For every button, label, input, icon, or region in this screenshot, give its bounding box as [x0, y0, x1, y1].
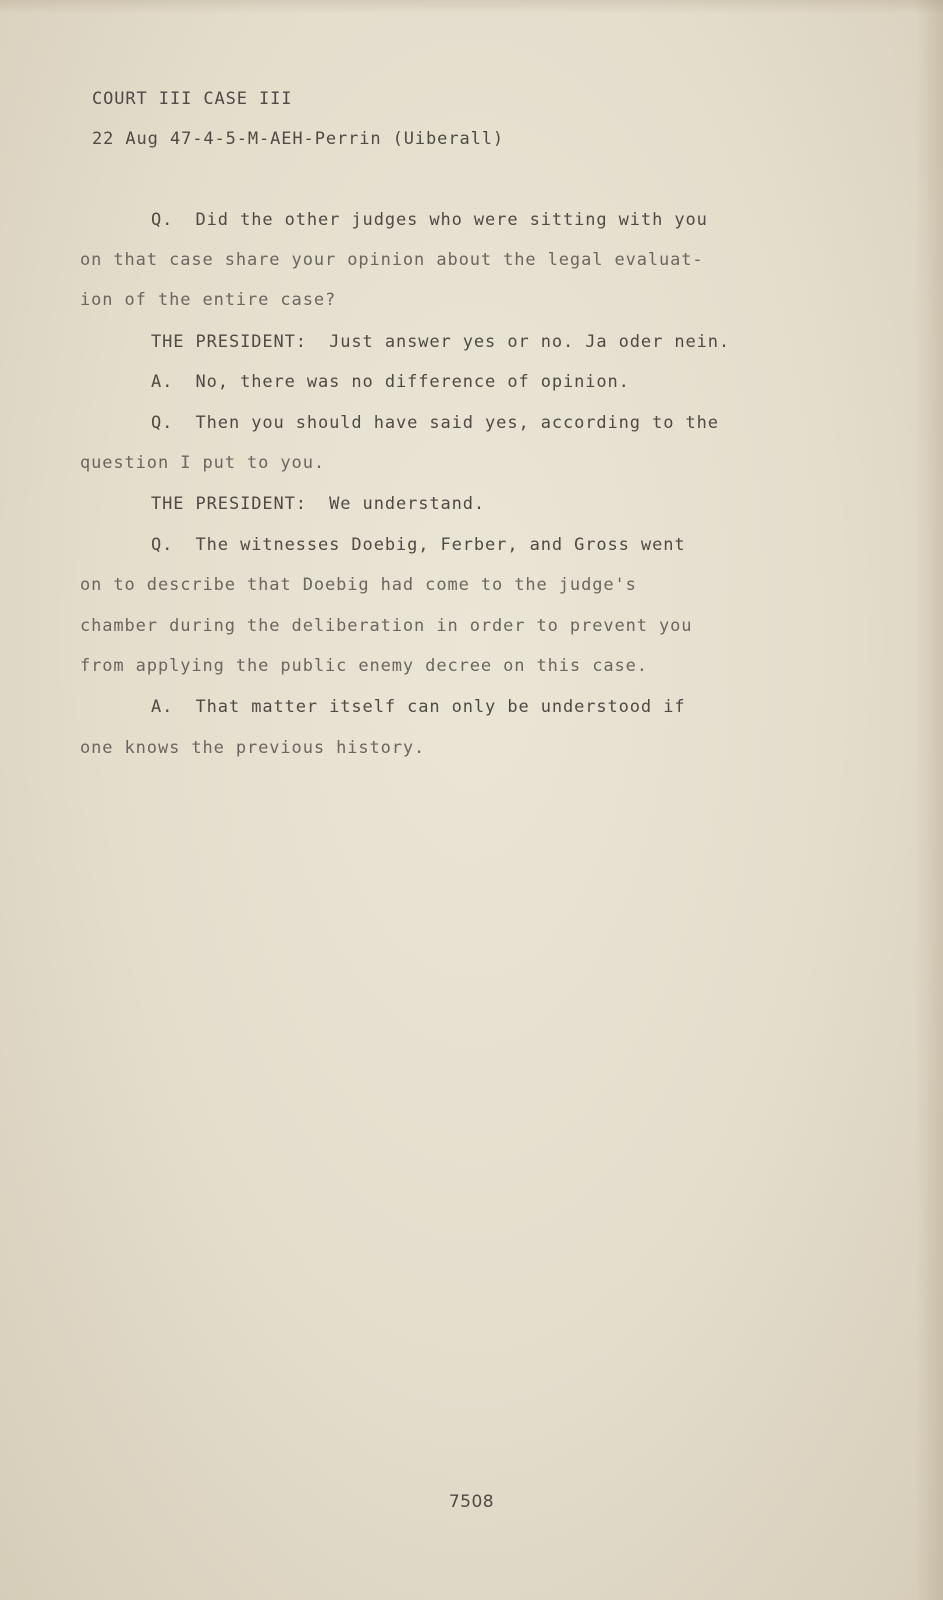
question-3-line-2: on to describe that Doebig had come to the judge's: [80, 575, 637, 595]
president-remark-1: THE PRESIDENT: Just answer yes or no. Ja oder nein.: [151, 332, 731, 352]
answer-2-line-1: A. That matter itself can only be understood if: [151, 697, 686, 717]
question-1-line-1: Q. Did the other judges who were sitting with you: [151, 210, 708, 230]
court-case-heading: COURT III CASE III: [92, 89, 293, 109]
question-3-line-3: chamber during the deliberation in order to prevent you: [80, 616, 693, 636]
president-remark-2: THE PRESIDENT: We understand.: [151, 494, 486, 514]
answer-2-line-2: one knows the previous history.: [80, 738, 426, 758]
question-2-line-1: Q. Then you should have said yes, according to the: [151, 413, 719, 433]
page-number: 7508: [448, 1492, 495, 1512]
question-2-line-2: question I put to you.: [80, 453, 325, 473]
question-1-line-3: ion of the entire case?: [80, 290, 337, 310]
question-3-line-1: Q. The witnesses Doebig, Ferber, and Gross went: [151, 535, 686, 555]
answer-1: A. No, there was no difference of opinion.: [151, 372, 630, 392]
question-1-line-2: on that case share your opinion about the legal evaluat-: [80, 250, 704, 270]
paper-top-shadow: [0, 0, 943, 14]
paper-right-shadow: [915, 0, 943, 1600]
question-3-line-4: from applying the public enemy decree on this case.: [80, 656, 648, 676]
session-reference-line: 22 Aug 47-4-5-M-AEH-Perrin (Uiberall): [92, 129, 504, 149]
